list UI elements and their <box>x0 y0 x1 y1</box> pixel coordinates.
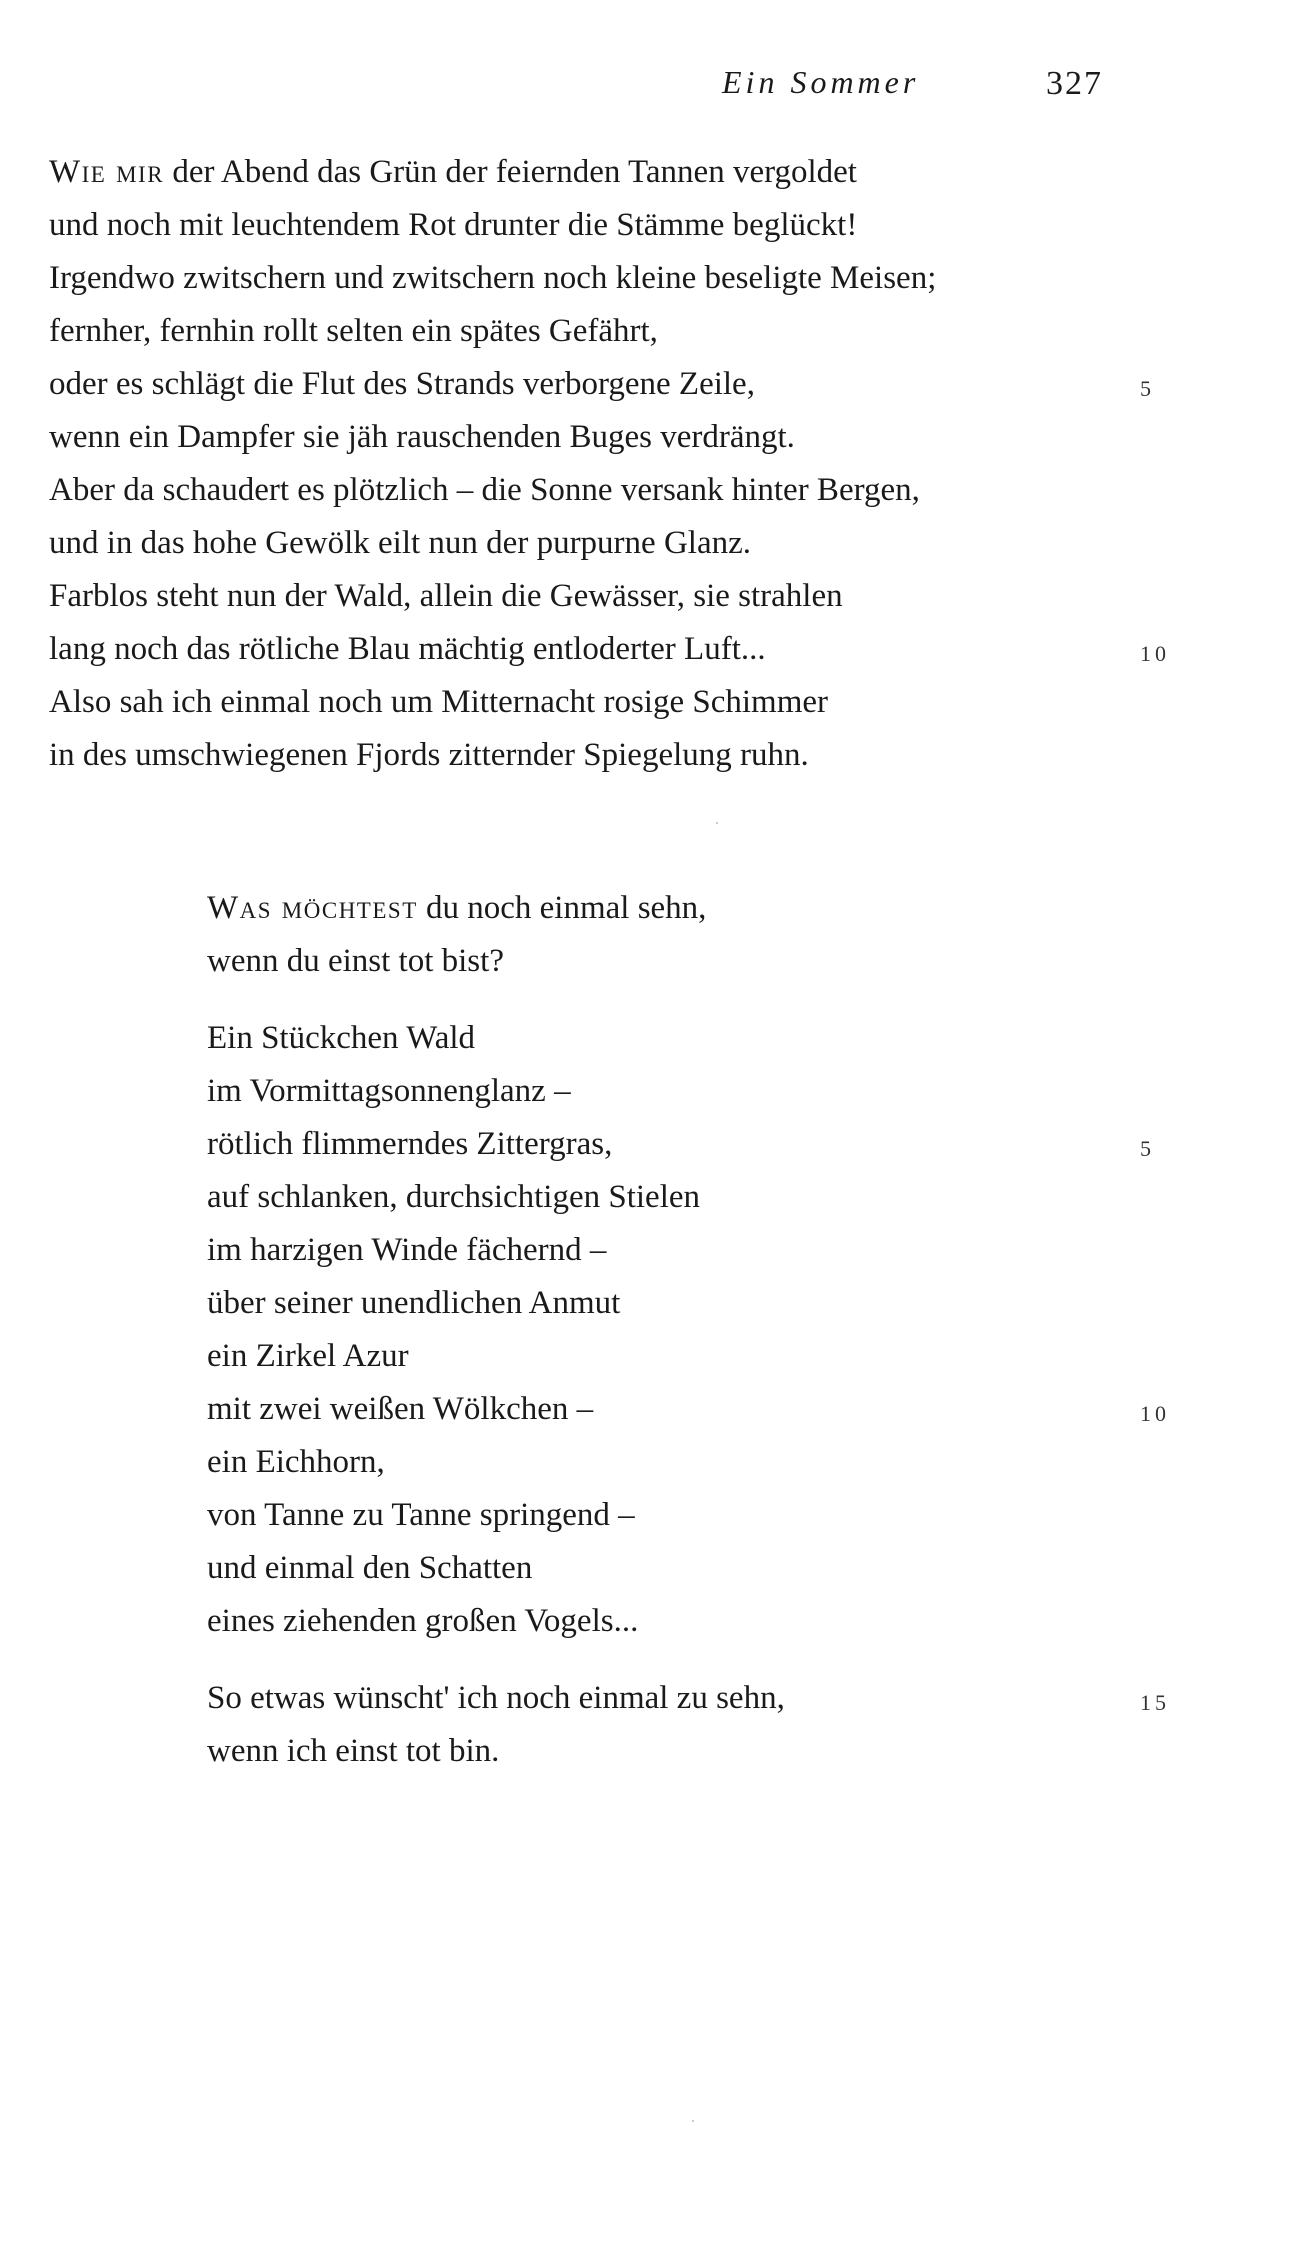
line-text: ein Eichhorn, <box>207 1444 385 1480</box>
poem-line <box>0 1118 1294 1171</box>
poem-line <box>0 882 1294 935</box>
line-text: Aber da schaudert es plötzlich – die Sonne versank hinter Bergen, <box>49 472 920 508</box>
poem-line <box>0 1436 1294 1489</box>
poem-line <box>0 1383 1294 1436</box>
poem-line <box>0 517 1294 570</box>
line-text: und einmal den Schatten <box>207 1550 533 1586</box>
running-title: Ein Sommer <box>722 64 920 100</box>
opening-small-caps: Wie mir <box>49 154 165 190</box>
poem-line <box>0 935 1294 988</box>
line-text: und in das hohe Gewölk eilt nun der purpurne Glanz. <box>49 525 751 561</box>
line-number: 5 <box>1140 1136 1155 1161</box>
poem-line <box>0 623 1294 676</box>
opening-small-caps: Was möchtest <box>207 890 418 926</box>
line-text: Ein Stückchen Wald <box>207 1020 476 1056</box>
poem-line <box>0 1672 1294 1725</box>
poem-line <box>0 411 1294 464</box>
line-number: 10 <box>1140 1401 1170 1426</box>
line-text: lang noch das rötliche Blau mächtig entloderter Luft... <box>49 631 766 667</box>
poem-line <box>0 676 1294 729</box>
poem-line <box>0 1277 1294 1330</box>
line-text: mit zwei weißen Wölkchen – <box>207 1391 594 1427</box>
line-text: und noch mit leuchtendem Rot drunter die Stämme beglückt! <box>49 207 858 243</box>
stanza <box>0 146 1294 782</box>
line-text: wenn ein Dampfer sie jäh rauschenden Buges verdrängt. <box>49 419 795 455</box>
line-text: in des umschwiegenen Fjords zitternder Spiegelung ruhn. <box>49 737 809 773</box>
line-text: im Vormittagsonnenglanz – <box>207 1073 571 1109</box>
line-text: über seiner unendlichen Anmut <box>207 1285 621 1321</box>
poem-ein-sommer-abend <box>0 146 1294 782</box>
poem-line <box>0 464 1294 517</box>
line-text: wenn ich einst tot bin. <box>207 1733 500 1769</box>
line-text: fernher, fernhin rollt selten ein spätes Gefährt, <box>49 313 658 349</box>
poem-line <box>0 1224 1294 1277</box>
page-number: 327 <box>1046 65 1103 102</box>
poem-line <box>0 1542 1294 1595</box>
poem-line <box>0 729 1294 782</box>
poem-line <box>0 1595 1294 1648</box>
line-number: 15 <box>1140 1690 1170 1715</box>
line-text: rötlich flimmerndes Zittergras, <box>207 1126 613 1162</box>
running-header <box>0 62 1294 112</box>
line-text: So etwas wünscht' ich noch einmal zu sehn, <box>207 1680 785 1716</box>
poem-line <box>0 1330 1294 1383</box>
poem-line <box>0 1065 1294 1118</box>
poem-line <box>0 1489 1294 1542</box>
line-text: Also sah ich einmal noch um Mitternacht rosige Schimmer <box>49 684 828 720</box>
line-text: von Tanne zu Tanne springend – <box>207 1497 635 1533</box>
stanza <box>0 882 1294 988</box>
poem-line <box>0 358 1294 411</box>
line-text: ein Zirkel Azur <box>207 1338 409 1374</box>
line-number: 10 <box>1140 641 1170 666</box>
poem-line <box>0 252 1294 305</box>
line-text: wenn du einst tot bist? <box>207 943 504 979</box>
poem-line <box>0 146 1294 199</box>
line-text: im harzigen Winde fächernd – <box>207 1232 607 1268</box>
poem-line <box>0 305 1294 358</box>
poem-line <box>0 1012 1294 1065</box>
line-text: eines ziehenden großen Vogels... <box>207 1603 639 1639</box>
poem-line <box>0 570 1294 623</box>
line-text: Farblos steht nun der Wald, allein die Gewässer, sie strahlen <box>49 578 843 614</box>
poem-line <box>0 1725 1294 1778</box>
print-speck <box>692 2120 694 2122</box>
poem-line <box>0 1171 1294 1224</box>
poem-was-moechtest-du <box>0 882 1294 1778</box>
poem-line <box>0 199 1294 252</box>
line-text: Irgendwo zwitschern und zwitschern noch kleine beseligte Meisen; <box>49 260 937 296</box>
line-text: auf schlanken, durchsichtigen Stielen <box>207 1179 701 1215</box>
line-text: der Abend das Grün der feiernden Tannen vergoldet <box>164 154 857 190</box>
stanza <box>0 1672 1294 1778</box>
stanza <box>0 1012 1294 1648</box>
line-text: oder es schlägt die Flut des Strands verborgene Zeile, <box>49 366 755 402</box>
print-speck <box>716 822 718 824</box>
line-number: 5 <box>1140 376 1155 401</box>
line-text: du noch einmal sehn, <box>417 890 707 926</box>
